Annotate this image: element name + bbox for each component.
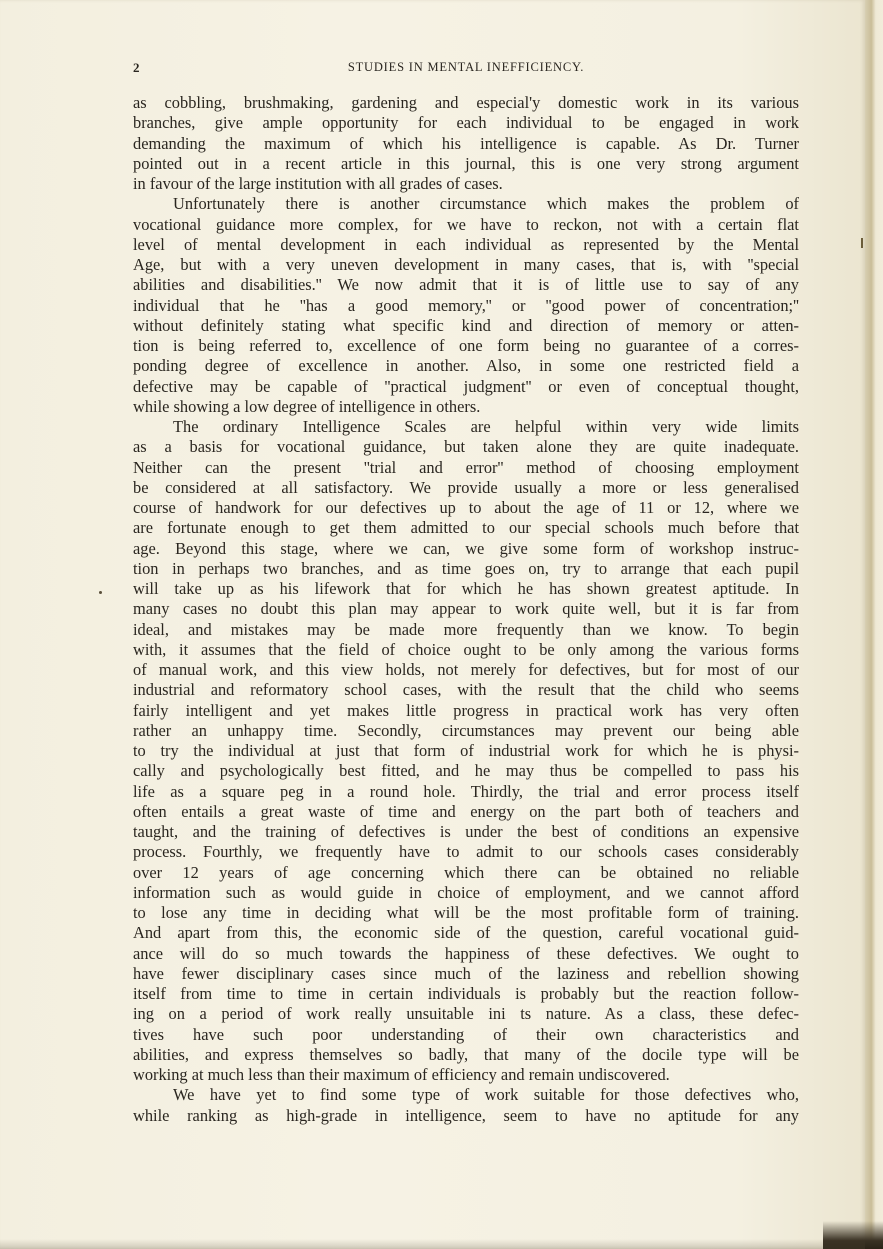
text-line: tives have such poor understanding of their own characteristics and (133, 1024, 799, 1044)
page-edge (865, 0, 883, 1249)
text-line: ance will do so much towards the happiness of these defectives. We ought to (133, 943, 799, 963)
text-line: Unfortunately there is another circumstance which makes the problem of (173, 194, 799, 214)
text-line: cally and psychologically best fitted, and he may thus be compelled to pass his (133, 761, 799, 781)
text-line: The ordinary Intelligence Scales are helpful within very wide limits (173, 417, 799, 436)
page-bottom-shadow (0, 1239, 865, 1249)
text-line: individual that he ''has a good memory,'' or ''good power of concentration;'' (133, 295, 799, 315)
text-line: course of handwork for our defectives up to about the age of 11 or 12, where we (133, 498, 799, 517)
text-line: while showing a low degree of intelligence in others. (133, 396, 481, 416)
text-line: abilities and disabilities.'' We now admit that it is of little use to say of any (133, 275, 799, 295)
text-line: taught, and the training of defectives is under the best of conditions an expensive (133, 822, 799, 841)
text-line: branches, give ample opportunity for each individual to be engaged in work (133, 113, 799, 133)
text-line: often entails a great waste of time and energy on the part both of teachers and (133, 801, 799, 821)
text-line: life as a square peg in a round hole. Thirdly, the trial and error process itself (133, 781, 799, 801)
margin-mark (861, 238, 863, 248)
text-line: vocational guidance more complex, for we have to reckon, not with a certain flat (133, 214, 799, 234)
text-line: to lose any time in deciding what will be the most profitable form of training. (133, 903, 799, 922)
text-line: while ranking as high-grade in intelligence, seem to have no aptitude for any (133, 1105, 799, 1125)
text-line: working at much less than their maximum of efficiency and remain undiscovered. (133, 1065, 670, 1084)
text-line: as cobbling, brushmaking, gardening and especial'y domestic work in its various (133, 93, 799, 112)
text-line: many cases no doubt this plan may appear to work quite well, but it is far from (133, 599, 799, 619)
text-line: will take up as his lifework that for which he has shown greatest aptitude. In (133, 579, 799, 598)
text-line: We have yet to find some type of work suitable for those defectives who, (173, 1085, 799, 1105)
text-line: ponding degree of excellence in another. Also, in some one restricted field a (133, 356, 799, 376)
text-line: without definitely stating what specific kind and direction of memory or atten- (133, 315, 799, 335)
text-line: industrial and reformatory school cases, with the result that the child who seems (133, 680, 799, 700)
text-line: to try the individual at just that form of industrial work for which he is physi- (133, 741, 799, 760)
text-line: age. Beyond this stage, where we can, we give some form of workshop instruc- (133, 538, 799, 558)
text-line: Age, but with a very uneven development in many cases, that is, with ''special (133, 255, 799, 274)
body-text (133, 93, 799, 1126)
running-head: STUDIES IN MENTAL INEFFICIENCY. (347, 60, 585, 74)
page-number: 2 (133, 60, 141, 75)
text-line: tion is being referred to, excellence of one form being no guarantee of a corres- (133, 336, 799, 355)
text-line: Neither can the present ''trial and error'' method of choosing employment (133, 457, 799, 477)
text-line: And apart from this, the economic side of the question, careful vocational guid- (133, 923, 799, 943)
text-line: process. Fourthly, we frequently have to admit to our schools cases considerably (133, 842, 799, 862)
text-line: over 12 years of age concerning which there can be obtained no reliable (133, 862, 799, 882)
text-line: itself from time to time in certain individuals is probably but the reaction follow- (133, 984, 799, 1003)
text-line: ideal, and mistakes may be made more frequently than we know. To begin (133, 619, 799, 639)
margin-dot (99, 591, 102, 594)
text-line: defective may be capable of ''practical judgment'' or even of conceptual thought, (133, 376, 799, 396)
page-header (133, 60, 799, 80)
text-line: have fewer disciplinary cases since much of the laziness and rebellion showing (133, 963, 799, 983)
text-line: pointed out in a recent article in this journal, this is one very strong argument (133, 153, 799, 173)
text-line: level of mental development in each individual as represented by the Mental (133, 234, 799, 254)
text-line: fairly intelligent and yet makes little progress in practical work has very often (133, 700, 799, 720)
text-line: as a basis for vocational guidance, but taken alone they are quite inadequate. (133, 437, 799, 457)
text-line: information such as would guide in choice of employment, and we cannot afford (133, 882, 799, 902)
text-line: of manual work, and this view holds, not merely for defectives, but for most of our (133, 660, 799, 679)
text-line: with, it assumes that the field of choice ought to be only among the various forms (133, 639, 799, 659)
text-line: in favour of the large institution with all grades of cases. (133, 174, 503, 193)
text-line: abilities, and express themselves so badly, that many of the docile type will be (133, 1044, 799, 1064)
text-line: be considered at all satisfactory. We provide usually a more or less generalised (133, 477, 799, 497)
text-line: tion in perhaps two branches, and as time goes on, try to arrange that each pupil (133, 558, 799, 578)
text-line: ing on a period of work really unsuitable ini ts nature. As a class, these defec- (133, 1004, 799, 1024)
text-line: rather an unhappy time. Secondly, circumstances may prevent our being able (133, 720, 799, 740)
text-line: are fortunate enough to get them admitted to our special schools much before that (133, 518, 799, 538)
text-line: demanding the maximum of which his intelligence is capable. As Dr. Turner (133, 133, 799, 153)
